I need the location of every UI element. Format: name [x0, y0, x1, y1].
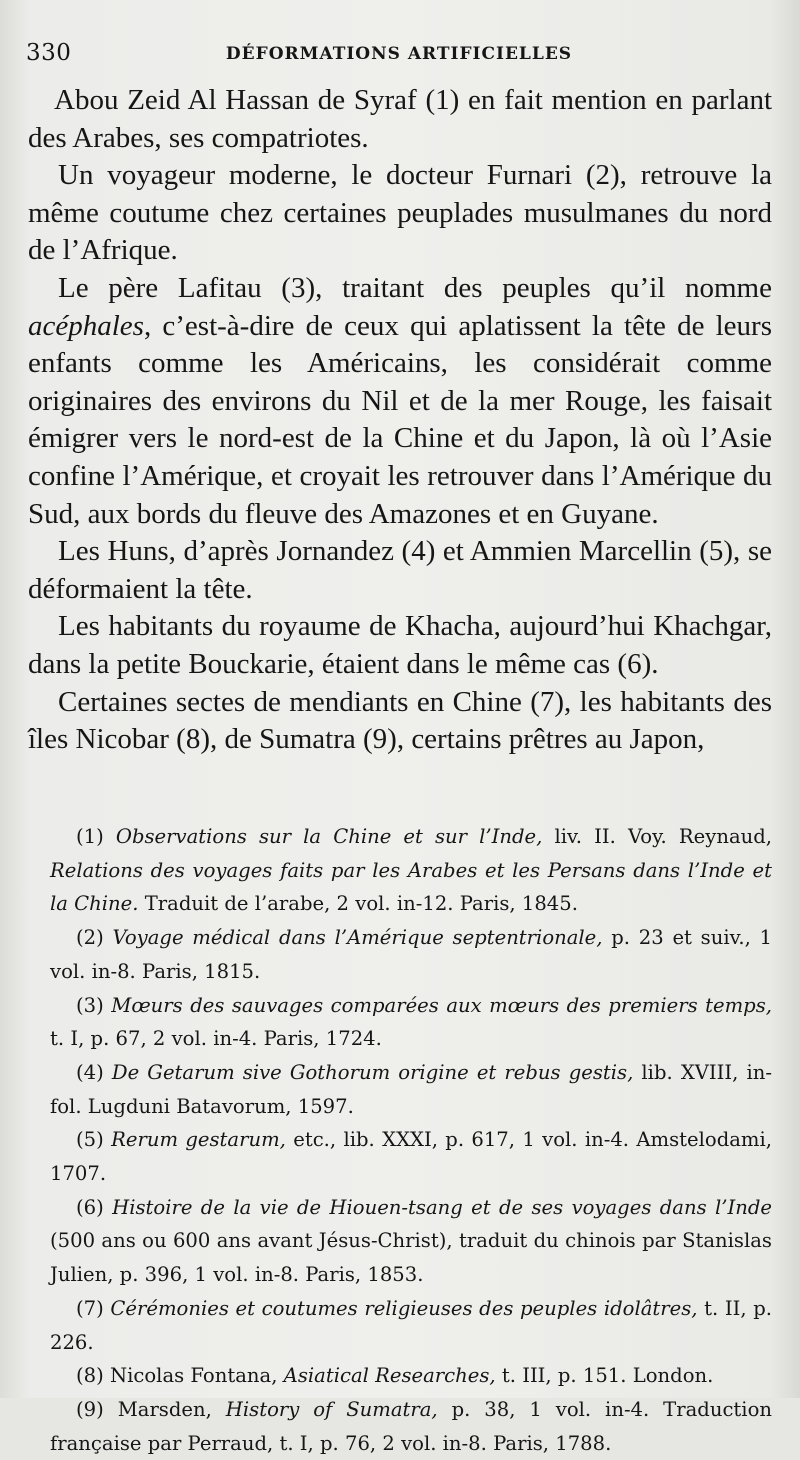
footnote-title: Asiatical Researches, [283, 1364, 496, 1388]
footnote-number: (5) [76, 1128, 104, 1152]
footnote-number: (2) [76, 926, 104, 950]
paragraph [28, 270, 772, 533]
page-number: 330 [26, 40, 72, 66]
footnote-title: Relations des voyages faits par les Arabes et les Persans dans l’Inde et la Chine. [50, 858, 772, 916]
running-head: DÉFORMATIONS ARTIFICIELLES [225, 44, 573, 64]
footnote [50, 1056, 772, 1123]
footnote-number: (4) [76, 1060, 104, 1084]
footnote-title: Cérémonies et coutumes religieuses des peuples idolâtres, [110, 1296, 698, 1320]
paragraph-text: Le père Lafitau (3), traitant des peuples qu’il nomme [58, 271, 772, 304]
paragraph-text: , c’est-à-dire de ceux qui aplatissent la tête de leurs enfants comme les Américains, les considérait comme originaires des environs du Nil et de la mer Rouge, les faisait émigrer vers le nord-est de la Chine et du Japon, là où l’Asie confine l’Amérique, et croyait les retrouver dans l’Amérique du Sud, aux bords du fleuve des Amazones et en Guyane. [28, 309, 772, 530]
footnote-title: Histoire de la vie de Hiouen-tsang et de ses voyages dans l’Inde [112, 1195, 772, 1219]
footnote [50, 1359, 772, 1393]
paragraph: Abou Zeid Al Hassan de Syraf (1) en fait mention en parlant des Arabes, ses compatriotes. [28, 84, 772, 154]
footnote-title: Voyage médical dans l’Amérique septentrionale, [112, 926, 603, 950]
footnote-title: De Getarum sive Gothorum origine et rebus gestis, [111, 1060, 634, 1084]
paragraph: Les Huns, d’après Jornandez (4) et Ammien Marcellin (5), se déformaient la tête. [28, 535, 772, 605]
paragraph: Un voyageur moderne, le docteur Furnari (2), retrouve la même coutume chez certaines peuplades musulmanes du nord de l’Afrique. [28, 159, 772, 267]
footnote [50, 820, 772, 921]
footnote-text: t. I, p. 67, 2 vol. in-4. Paris, 1724. [50, 1027, 382, 1051]
italic-term: acéphales [28, 309, 144, 342]
footnote [50, 1393, 772, 1460]
footnote-title: Observations sur la Chine et sur l’Inde, [115, 825, 543, 848]
footnote-text: Nicolas Fontana, [103, 1364, 284, 1388]
footnote [50, 1292, 772, 1359]
footnote-number: (7) [76, 1296, 104, 1320]
footnote [50, 1123, 772, 1190]
paragraph: Les habitants du royaume de Khacha, aujourd’hui Khachgar, dans la petite Bouckarie, étaient dans le même cas (6). [28, 610, 772, 680]
footnote-text: lib. XVIII, in-fol. Lugduni Batavorum, 1597. [50, 1060, 772, 1118]
footnote-text: etc., lib. XXXI, p. 617, 1 vol. in-4. Amstelodami, 1707. [50, 1128, 772, 1186]
footnote-text: p. 38, 1 vol. in-4. Traduction française par Perraud, t. I, p. 76, 2 vol. in-8. Paris, 1788. [50, 1397, 772, 1455]
footnote-text: Marsden, [103, 1397, 226, 1421]
footnote-text: t. III, p. 151. London. [495, 1364, 714, 1388]
footnote-number: (1) [76, 825, 104, 848]
footnote-number: (3) [76, 993, 104, 1017]
paragraph: Certaines sectes de mendiants en Chine (7), les habitants des îles Nicobar (8), de Sumatra (9), certains prêtres au Japon, [28, 685, 772, 756]
footnote-text: Traduit de l’arabe, 2 vol. in-12. Paris, 1845. [138, 892, 578, 916]
footnote-number: (9) [76, 1397, 104, 1421]
footnote-text: (500 ans ou 600 ans avant Jésus-Christ), traduit du chinois par Stanislas Julien, p. 396, 1 vol. in-8. Paris, 1853. [50, 1229, 772, 1287]
footnote-number: (6) [76, 1195, 104, 1219]
footnote [50, 921, 772, 988]
footnote-text: t. II, p. 226. [50, 1296, 772, 1354]
page-header [26, 40, 772, 74]
footnote [50, 1191, 772, 1292]
footnote-number: (8) [76, 1364, 104, 1388]
footnote-title: Mœurs des sauvages comparées aux mœurs des premiers temps, [111, 993, 773, 1017]
footnote-text: p. 23 et suiv., 1 vol. in-8. Paris, 1815. [50, 926, 772, 983]
footnote-text: liv. II. Voy. Reynaud, [542, 825, 773, 848]
footnote-title: Rerum gestarum, [111, 1128, 286, 1152]
footnote [50, 989, 772, 1056]
footnotes [50, 820, 772, 1460]
footnote-title: History of Sumatra, [225, 1397, 438, 1421]
body-text [28, 82, 772, 759]
